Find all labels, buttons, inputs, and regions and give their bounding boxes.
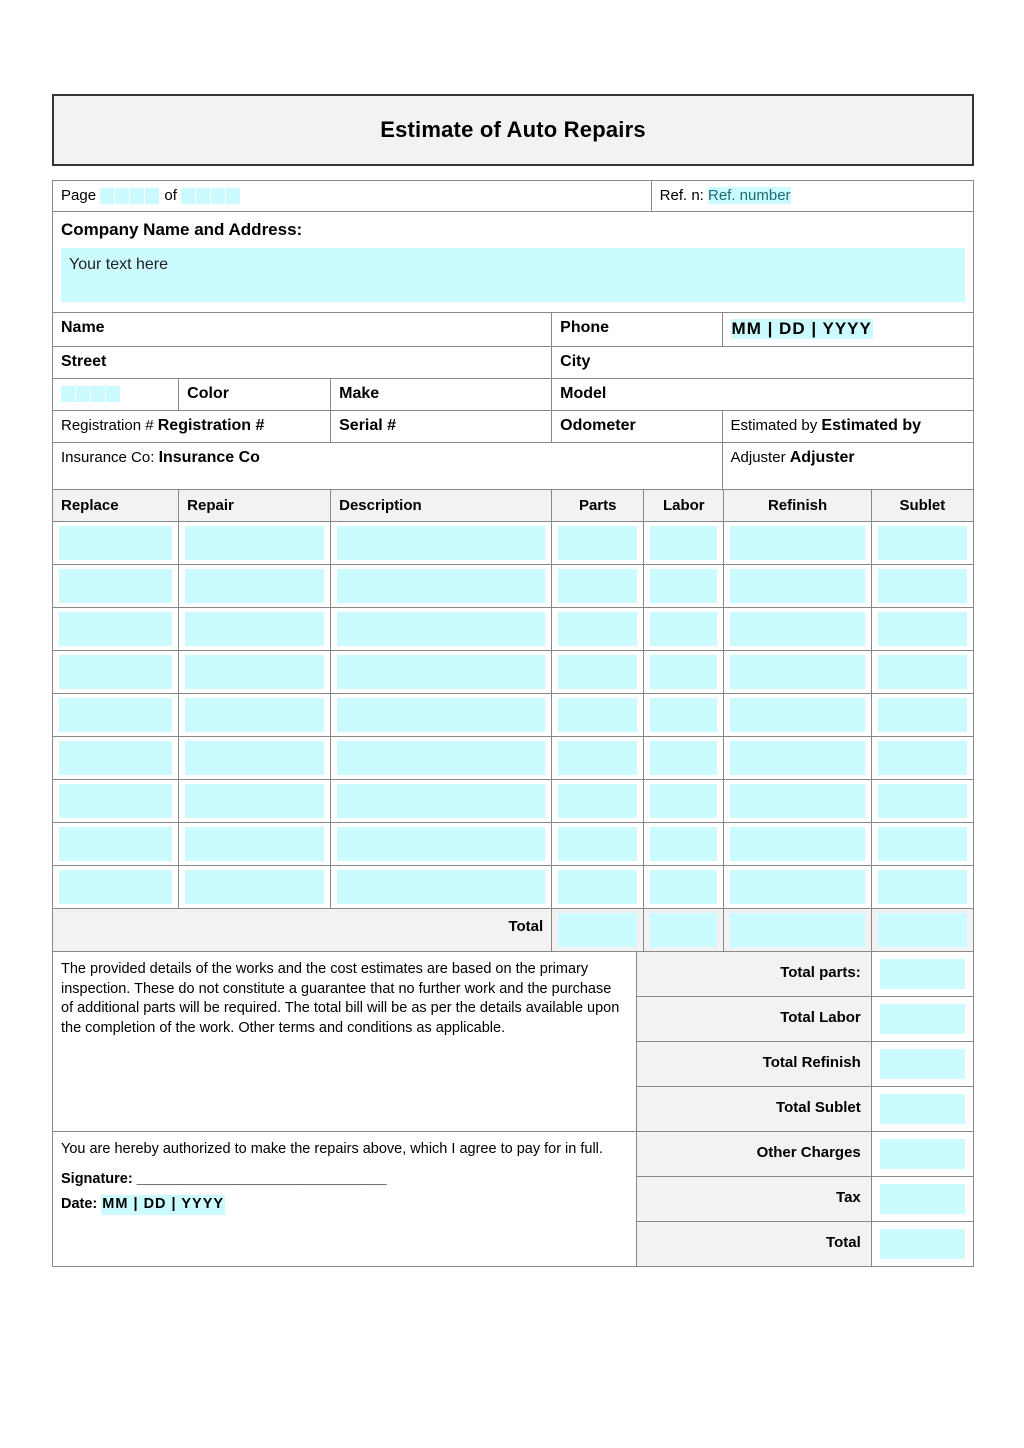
char-box[interactable] bbox=[100, 188, 115, 204]
repair-input[interactable] bbox=[185, 698, 324, 732]
table-row bbox=[53, 651, 974, 694]
cell-description bbox=[331, 694, 552, 737]
summary-value-cell bbox=[871, 1042, 973, 1087]
authorization-block bbox=[53, 1132, 636, 1225]
phone-field[interactable]: Phone bbox=[560, 319, 610, 337]
estimate-form bbox=[52, 94, 974, 1267]
repair-input[interactable] bbox=[185, 741, 324, 775]
summary-label: Total Refinish bbox=[637, 1042, 871, 1086]
cell-parts bbox=[552, 565, 644, 608]
total-labor-cell bbox=[644, 909, 724, 952]
cell-replace bbox=[53, 522, 179, 565]
labor-input[interactable] bbox=[650, 741, 717, 775]
summary-value-cell bbox=[871, 1222, 973, 1267]
description-input[interactable] bbox=[337, 698, 545, 732]
summary-value-input[interactable] bbox=[880, 1094, 965, 1124]
adjuster-group bbox=[723, 443, 973, 474]
total-refinish-cell bbox=[724, 909, 871, 952]
cell-replace bbox=[53, 737, 179, 780]
sublet-input[interactable] bbox=[878, 870, 967, 904]
cell-sublet bbox=[871, 780, 973, 823]
registration-cell bbox=[53, 411, 331, 443]
replace-input[interactable] bbox=[59, 827, 172, 861]
cell-replace bbox=[53, 866, 179, 909]
cell-description bbox=[331, 608, 552, 651]
summary-value-input[interactable] bbox=[880, 1004, 965, 1034]
labor-input[interactable] bbox=[650, 612, 717, 646]
description-input[interactable] bbox=[337, 741, 545, 775]
insurance-group bbox=[53, 443, 722, 474]
estimated-by-input[interactable]: Estimated by bbox=[821, 417, 922, 435]
table-row bbox=[53, 780, 974, 823]
description-input[interactable] bbox=[337, 784, 545, 818]
repair-input[interactable] bbox=[185, 526, 324, 560]
total-sublet-cell bbox=[871, 909, 973, 952]
cell-labor bbox=[644, 737, 724, 780]
labor-input[interactable] bbox=[650, 655, 717, 689]
cell-repair bbox=[179, 866, 331, 909]
cell-parts bbox=[552, 522, 644, 565]
cell-description bbox=[331, 565, 552, 608]
cell-refinish bbox=[724, 737, 871, 780]
cell-sublet bbox=[871, 866, 973, 909]
cell-sublet bbox=[871, 737, 973, 780]
cell-parts bbox=[552, 608, 644, 651]
char-box[interactable] bbox=[115, 188, 130, 204]
replace-input[interactable] bbox=[59, 612, 172, 646]
replace-input[interactable] bbox=[59, 784, 172, 818]
char-box[interactable] bbox=[226, 188, 241, 204]
sublet-input[interactable] bbox=[878, 569, 967, 603]
terms-cell bbox=[53, 952, 637, 1132]
ref-input[interactable]: Ref. number bbox=[708, 187, 791, 204]
repair-input[interactable] bbox=[185, 784, 324, 818]
sublet-input[interactable] bbox=[878, 655, 967, 689]
table-row bbox=[53, 737, 974, 780]
summary-value-cell bbox=[871, 1177, 973, 1222]
ref-label: Ref. n: bbox=[659, 187, 704, 204]
refinish-input[interactable] bbox=[730, 870, 864, 904]
table-row bbox=[53, 952, 974, 997]
sublet-input[interactable] bbox=[878, 827, 967, 861]
labor-input[interactable] bbox=[650, 784, 717, 818]
company-cell bbox=[53, 212, 974, 313]
cell-description bbox=[331, 737, 552, 780]
cell-refinish bbox=[724, 823, 871, 866]
char-box[interactable] bbox=[61, 386, 76, 402]
color-cell bbox=[179, 379, 331, 411]
parts-input[interactable] bbox=[558, 741, 637, 775]
repair-input[interactable] bbox=[185, 655, 324, 689]
summary-value-input[interactable] bbox=[880, 959, 965, 989]
column-header-replace: Replace bbox=[53, 490, 179, 522]
char-box[interactable] bbox=[91, 386, 106, 402]
sublet-input[interactable] bbox=[878, 526, 967, 560]
form-title-box bbox=[52, 94, 974, 166]
total-label-cell bbox=[53, 909, 552, 952]
cell-sublet bbox=[871, 651, 973, 694]
cell-refinish bbox=[724, 780, 871, 823]
adjuster-label: Adjuster bbox=[730, 449, 786, 467]
parts-input[interactable] bbox=[558, 784, 637, 818]
summary-value-input[interactable] bbox=[880, 1049, 965, 1079]
authorization-text: You are hereby authorized to make the repairs above, which I agree to pay for in full. bbox=[61, 1141, 603, 1158]
sublet-input[interactable] bbox=[878, 784, 967, 818]
column-header-refinish: Refinish bbox=[724, 490, 871, 522]
name-field[interactable]: Name bbox=[61, 319, 105, 337]
char-box[interactable] bbox=[196, 188, 211, 204]
summary-label-cell bbox=[636, 1222, 871, 1267]
column-header-description: Description bbox=[331, 490, 552, 522]
replace-input[interactable] bbox=[59, 741, 172, 775]
signature-row bbox=[61, 1170, 626, 1190]
cell-repair bbox=[179, 780, 331, 823]
date-label: Date: bbox=[61, 1196, 98, 1213]
company-label: Company Name and Address: bbox=[61, 220, 303, 240]
items-header-row bbox=[53, 490, 974, 522]
total-parts-cell bbox=[552, 909, 644, 952]
table-row bbox=[53, 181, 974, 212]
registration-input[interactable]: Registration # bbox=[157, 417, 265, 435]
terms-text: The provided details of the works and the cost estimates are based on the primary inspection. These do not constitute a guarantee that no further work and the purchase of additional parts will be required. The total bill will be as per the details available upon the completion of the work. Other terms and conditions as applicable. bbox=[61, 961, 620, 1036]
cell-refinish bbox=[724, 866, 871, 909]
labor-input[interactable] bbox=[650, 698, 717, 732]
cell-repair bbox=[179, 651, 331, 694]
page-ref-table bbox=[52, 180, 974, 212]
cell-replace bbox=[53, 780, 179, 823]
parts-input[interactable] bbox=[558, 526, 637, 560]
summary-value-cell bbox=[871, 997, 973, 1042]
street-cell bbox=[53, 347, 552, 379]
city-field[interactable]: City bbox=[560, 353, 591, 371]
table-row bbox=[53, 608, 974, 651]
date-row bbox=[61, 1195, 626, 1215]
page-title: Estimate of Auto Repairs bbox=[380, 117, 646, 142]
cell-parts bbox=[552, 737, 644, 780]
summary-value-cell bbox=[871, 1087, 973, 1132]
replace-input[interactable] bbox=[59, 526, 172, 560]
year-cell bbox=[53, 379, 179, 411]
cell-labor bbox=[644, 522, 724, 565]
repair-input[interactable] bbox=[185, 827, 324, 861]
summary-label-cell bbox=[636, 1087, 871, 1132]
cell-labor bbox=[644, 866, 724, 909]
reference-cell bbox=[651, 181, 973, 212]
cell-repair bbox=[179, 694, 331, 737]
replace-input[interactable] bbox=[59, 698, 172, 732]
cell-replace bbox=[53, 823, 179, 866]
model-field[interactable]: Model bbox=[560, 385, 607, 403]
refinish-input[interactable] bbox=[730, 612, 864, 646]
page-number-group bbox=[53, 181, 651, 211]
cell-labor bbox=[644, 694, 724, 737]
cell-repair bbox=[179, 823, 331, 866]
of-label: of bbox=[164, 187, 177, 204]
cell-replace bbox=[53, 651, 179, 694]
cell-repair bbox=[179, 608, 331, 651]
serial-field[interactable]: Serial # bbox=[339, 417, 397, 435]
cell-sublet bbox=[871, 694, 973, 737]
description-input[interactable] bbox=[337, 569, 545, 603]
cell-description bbox=[331, 823, 552, 866]
char-box[interactable] bbox=[106, 386, 121, 402]
table-row bbox=[53, 694, 974, 737]
replace-input[interactable] bbox=[59, 870, 172, 904]
repair-input[interactable] bbox=[185, 870, 324, 904]
cell-description bbox=[331, 651, 552, 694]
description-input[interactable] bbox=[337, 870, 545, 904]
make-field[interactable]: Make bbox=[339, 385, 380, 403]
labor-input[interactable] bbox=[650, 870, 717, 904]
adjuster-cell bbox=[722, 443, 973, 490]
insurance-label: Insurance Co: bbox=[61, 449, 155, 467]
adjuster-input[interactable]: Adjuster bbox=[789, 449, 855, 467]
column-header-parts: Parts bbox=[552, 490, 644, 522]
replace-input[interactable] bbox=[59, 655, 172, 689]
summary-label-cell bbox=[636, 1132, 871, 1177]
table-row bbox=[53, 565, 974, 608]
description-input[interactable] bbox=[337, 526, 545, 560]
street-field[interactable]: Street bbox=[61, 353, 107, 371]
line-items-table bbox=[52, 489, 974, 952]
total-parts-input[interactable] bbox=[558, 913, 637, 947]
summary-label: Other Charges bbox=[637, 1132, 871, 1176]
table-row bbox=[53, 522, 974, 565]
table-row bbox=[53, 379, 974, 411]
cell-replace bbox=[53, 565, 179, 608]
parts-input[interactable] bbox=[558, 612, 637, 646]
items-total-row bbox=[53, 909, 974, 952]
cell-labor bbox=[644, 780, 724, 823]
company-table bbox=[52, 211, 974, 313]
table-row bbox=[53, 823, 974, 866]
parts-input[interactable] bbox=[558, 655, 637, 689]
estimated-by-cell bbox=[722, 411, 973, 443]
table-row bbox=[53, 411, 974, 443]
estimated-by-label: Estimated by bbox=[730, 417, 818, 435]
summary-value-input[interactable] bbox=[880, 1139, 965, 1169]
description-input[interactable] bbox=[337, 827, 545, 861]
refinish-input[interactable] bbox=[730, 784, 864, 818]
parts-input[interactable] bbox=[558, 827, 637, 861]
char-box[interactable] bbox=[145, 188, 160, 204]
cell-repair bbox=[179, 565, 331, 608]
sublet-input[interactable] bbox=[878, 741, 967, 775]
registration-group bbox=[53, 411, 330, 442]
signature-line[interactable]: _______________________________ bbox=[136, 1170, 387, 1187]
make-cell bbox=[331, 379, 552, 411]
insurance-cell bbox=[53, 443, 723, 490]
cell-refinish bbox=[724, 651, 871, 694]
cell-labor bbox=[644, 608, 724, 651]
cell-labor bbox=[644, 823, 724, 866]
summary-label: Total Labor bbox=[637, 997, 871, 1041]
cell-sublet bbox=[871, 823, 973, 866]
parts-input[interactable] bbox=[558, 698, 637, 732]
items-total-label: Total bbox=[508, 918, 544, 936]
repair-input[interactable] bbox=[185, 612, 324, 646]
description-input[interactable] bbox=[337, 655, 545, 689]
char-box[interactable] bbox=[211, 188, 226, 204]
summary-value-input[interactable] bbox=[880, 1229, 965, 1259]
cell-replace bbox=[53, 608, 179, 651]
phone-cell bbox=[552, 313, 722, 347]
footer-table bbox=[52, 951, 974, 1267]
table-row bbox=[53, 443, 974, 490]
refinish-input[interactable] bbox=[730, 655, 864, 689]
table-row bbox=[53, 313, 974, 347]
refinish-input[interactable] bbox=[730, 741, 864, 775]
summary-label-cell bbox=[636, 952, 871, 997]
parts-input[interactable] bbox=[558, 569, 637, 603]
customer-vehicle-table bbox=[52, 312, 974, 490]
cell-parts bbox=[552, 780, 644, 823]
refinish-input[interactable] bbox=[730, 569, 864, 603]
table-row bbox=[53, 347, 974, 379]
sublet-input[interactable] bbox=[878, 698, 967, 732]
total-sublet-input[interactable] bbox=[878, 913, 967, 947]
cell-sublet bbox=[871, 565, 973, 608]
total-labor-input[interactable] bbox=[650, 913, 717, 947]
char-box[interactable] bbox=[130, 188, 145, 204]
summary-label: Total parts: bbox=[637, 952, 871, 996]
cell-parts bbox=[552, 694, 644, 737]
odometer-field[interactable]: Odometer bbox=[560, 417, 636, 435]
color-field[interactable]: Color bbox=[187, 385, 229, 403]
table-row bbox=[53, 866, 974, 909]
page-input[interactable] bbox=[100, 188, 160, 204]
parts-input[interactable] bbox=[558, 870, 637, 904]
char-box[interactable] bbox=[181, 188, 196, 204]
estimated-by-group bbox=[723, 411, 973, 442]
sublet-input[interactable] bbox=[878, 612, 967, 646]
signature-date-input[interactable]: MM | DD | YYYY bbox=[101, 1195, 225, 1215]
cell-replace bbox=[53, 694, 179, 737]
cell-sublet bbox=[871, 522, 973, 565]
summary-label-cell bbox=[636, 1042, 871, 1087]
summary-value-cell bbox=[871, 952, 973, 997]
refinish-input[interactable] bbox=[730, 698, 864, 732]
column-header-sublet: Sublet bbox=[871, 490, 973, 522]
year-group bbox=[53, 379, 178, 409]
date-cell bbox=[722, 313, 973, 347]
refinish-input[interactable] bbox=[730, 526, 864, 560]
cell-refinish bbox=[724, 694, 871, 737]
summary-value-cell bbox=[871, 1132, 973, 1177]
cell-refinish bbox=[724, 565, 871, 608]
registration-label: Registration # bbox=[61, 417, 154, 435]
signature-label: Signature: bbox=[61, 1170, 133, 1187]
table-row bbox=[53, 212, 974, 313]
refinish-input[interactable] bbox=[730, 827, 864, 861]
summary-label: Total bbox=[637, 1222, 871, 1266]
total-refinish-input[interactable] bbox=[730, 913, 864, 947]
summary-label: Total Sublet bbox=[637, 1087, 871, 1131]
replace-input[interactable] bbox=[59, 569, 172, 603]
page-number-cell bbox=[53, 181, 652, 212]
page-total-input[interactable] bbox=[181, 188, 241, 204]
date-field-wrap bbox=[723, 313, 973, 346]
city-cell bbox=[552, 347, 974, 379]
odometer-cell bbox=[552, 411, 722, 443]
labor-input[interactable] bbox=[650, 569, 717, 603]
labor-input[interactable] bbox=[650, 526, 717, 560]
cell-refinish bbox=[724, 522, 871, 565]
cell-description bbox=[331, 522, 552, 565]
summary-value-input[interactable] bbox=[880, 1184, 965, 1214]
cell-labor bbox=[644, 565, 724, 608]
insurance-input[interactable]: Insurance Co bbox=[158, 449, 260, 467]
year-input[interactable] bbox=[61, 386, 121, 402]
company-address-input[interactable]: Your text here bbox=[61, 248, 965, 302]
summary-label: Tax bbox=[637, 1177, 871, 1221]
column-header-repair: Repair bbox=[179, 490, 331, 522]
date-input[interactable]: MM | DD | YYYY bbox=[731, 319, 872, 339]
summary-label-cell bbox=[636, 1177, 871, 1222]
cell-parts bbox=[552, 651, 644, 694]
cell-labor bbox=[644, 651, 724, 694]
name-cell bbox=[53, 313, 552, 347]
description-input[interactable] bbox=[337, 612, 545, 646]
cell-parts bbox=[552, 866, 644, 909]
cell-sublet bbox=[871, 608, 973, 651]
labor-input[interactable] bbox=[650, 827, 717, 861]
cell-description bbox=[331, 780, 552, 823]
authorization-cell bbox=[53, 1132, 637, 1267]
repair-input[interactable] bbox=[185, 569, 324, 603]
cell-description bbox=[331, 866, 552, 909]
summary-label-cell bbox=[636, 997, 871, 1042]
cell-repair bbox=[179, 522, 331, 565]
column-header-labor: Labor bbox=[644, 490, 724, 522]
cell-repair bbox=[179, 737, 331, 780]
char-box[interactable] bbox=[76, 386, 91, 402]
table-row bbox=[53, 1132, 974, 1177]
serial-cell bbox=[331, 411, 552, 443]
model-cell bbox=[552, 379, 974, 411]
page-label: Page bbox=[61, 187, 97, 204]
reference-group bbox=[652, 181, 973, 211]
cell-parts bbox=[552, 823, 644, 866]
cell-refinish bbox=[724, 608, 871, 651]
